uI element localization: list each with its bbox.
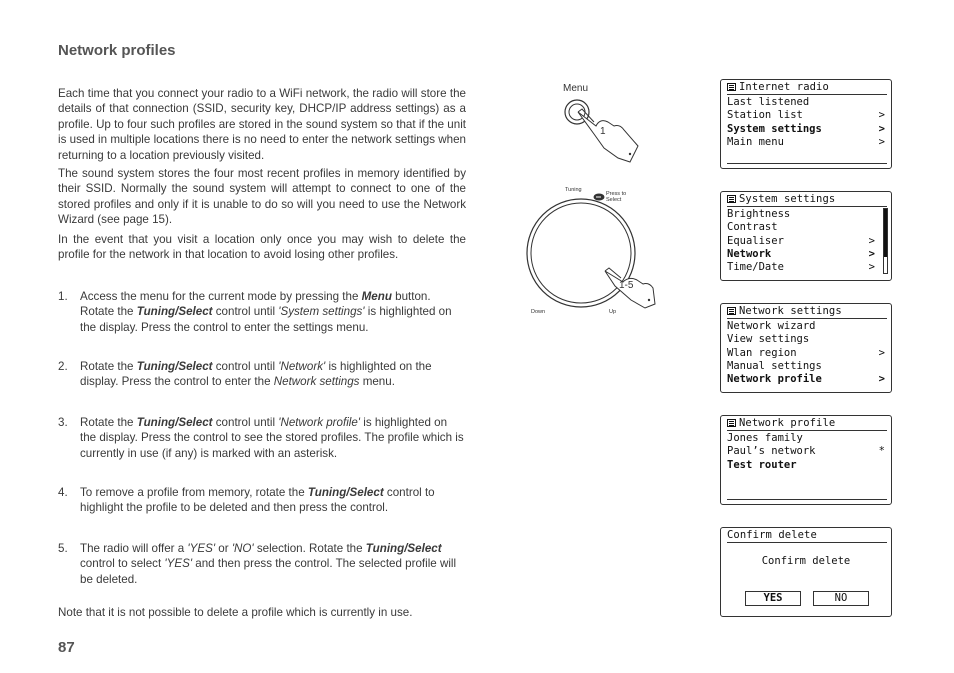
- list-item-selected: Network profile >: [727, 373, 885, 385]
- list-item: Last listened: [727, 96, 810, 108]
- screen-network-profile: Network profile Jones family Paul’s network * Test router: [720, 415, 892, 505]
- screen-internet-radio: Internet radio Last listened Station list > System settings > Main menu >: [720, 79, 892, 169]
- list-item: View settings: [727, 333, 810, 345]
- delete-paragraph: In the event that you visit a location only once you may wish to delete the profile for the network in that location to avoid losing other profiles.: [58, 233, 466, 262]
- list-item: Main menu >: [727, 136, 885, 148]
- list-item: Contrast: [727, 221, 778, 233]
- screen-network-settings: Network settings Network wizard View settings Wlan region > Manual settings Network profile >: [720, 303, 892, 393]
- step-1-5-label: 1-5: [619, 280, 634, 291]
- step-1-label: 1: [600, 126, 606, 137]
- list-item: Time/Date >: [727, 261, 875, 273]
- list-item-selected: Test router: [727, 459, 797, 471]
- list-item: Station list >: [727, 109, 885, 121]
- confirm-message: Confirm delete: [761, 555, 851, 567]
- list-item: Equaliser >: [727, 235, 875, 247]
- list-icon: [727, 307, 736, 315]
- screen-confirm-delete: Confirm delete Confirm delete YES NO: [720, 527, 892, 617]
- list-item: Jones family: [727, 432, 803, 444]
- divider: [727, 163, 887, 164]
- section-heading: Network profiles: [58, 42, 176, 59]
- note: Note that it is not possible to delete a profile which is currently in use.: [58, 606, 413, 619]
- no-button[interactable]: NO: [813, 591, 869, 606]
- press-to-select-label: Press to Select: [606, 191, 627, 203]
- intro-paragraph: Each time that you connect your radio to a WiFi network, the radio will store the details of that connection (SSID, security key, DHCP/IP address settings) as a profile. Up to four such profiles are stored in the sound system so that if the unit is used in multiple locations there is no need to enter the network settings when returning to a location previously visited.: [58, 87, 466, 162]
- menu-label: Menu: [563, 83, 589, 94]
- up-label: Up: [609, 309, 617, 315]
- tuning-label: Tuning: [565, 187, 582, 193]
- list-icon: [727, 83, 736, 91]
- list-item: Manual settings: [727, 360, 822, 372]
- list-item: Wlan region >: [727, 347, 885, 359]
- list-item-selected: System settings >: [727, 123, 885, 135]
- page-number: 87: [58, 639, 75, 656]
- divider: [727, 499, 887, 500]
- list-icon: [727, 419, 736, 427]
- scrollbar-thumb: [884, 209, 887, 257]
- yes-button[interactable]: YES: [745, 591, 801, 606]
- list-icon: [727, 195, 736, 203]
- list-item: Paul’s network *: [727, 445, 885, 457]
- list-item: Brightness: [727, 208, 791, 220]
- down-label: Down: [531, 309, 546, 315]
- scrollbar: [883, 208, 888, 274]
- list-item: Network wizard: [727, 320, 816, 332]
- list-item-selected: Network >: [727, 248, 875, 260]
- profiles-paragraph: The sound system stores the four most recent profiles in memory identified by their SSID. Normally the sound system will attempt to connect to one of the stored profiles and only if it is unable to do so will you need to use the Network Wizard (see page 15).: [58, 167, 466, 227]
- tuning-dial-icon: [525, 196, 660, 311]
- screen-system-settings: System settings Brightness Contrast Equaliser > Network > Time/Date >: [720, 191, 892, 281]
